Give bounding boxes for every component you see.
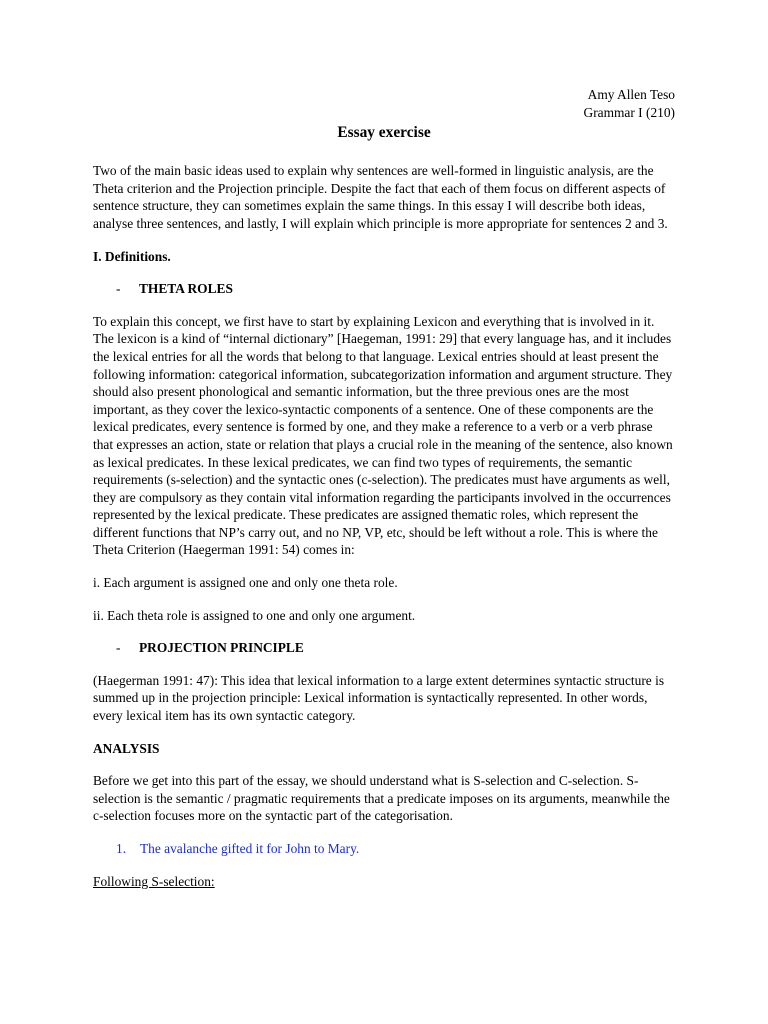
projection-principle-paragraph: (Haegerman 1991: 47): This idea that lexical information to a large extent determines syntactic structure is summed up in the projection principle: Lexical information is syntactically represented. In other words, every lexical item has its own syntactic category.	[93, 672, 665, 724]
theta-roles-paragraph: To explain this concept, we first have to start by explaining Lexicon and everything that is involved in it. The lexicon is a kind of “internal dictionary” [Haegeman, 1991: 29] that every language has, and it includes the lexical entries for all the words that belong to that language. Lexical entries should at least present the following information: categorical information, subcategorization information and argument structure. They should also present phonological and semantic information, but the three previous ones are the most important, as they cover the lexico-syntactic components of a sentence. One of these components are the lexical predicates, every sentence is formed by one, and they make a reference to a verb or a verb phrase that expresses an action, state or relation that plays a crucial role in the meaning of the sentence, also known as lexical predicates. In these lexical predicates, we can find two types of requirements, the semantic requirements (s-selection) and the syntactic ones (c-selection). The predicates must have arguments as well, they are compulsory as they contain vital information regarding the participants involved in the occurrences represented by the lexical predicate. These predicates are assigned thematic roles, which represent the different functions that NP’s carry out, and no NP, VP, etc, should be left without a role. This is where the Theta Criterion (Haegerman 1991: 54) comes in:	[93, 313, 673, 558]
example-sentence-text: The avalanche gifted it for John to Mary.	[140, 841, 360, 856]
example-sentence-1	[93, 840, 675, 858]
section-heading-definitions: I. Definitions.	[93, 248, 171, 264]
list-dash: -	[116, 281, 121, 297]
section-heading-analysis: ANALYSIS	[93, 740, 160, 756]
theta-criterion-item-i: i. Each argument is assigned one and only one theta role.	[93, 575, 398, 591]
list-dash: -	[116, 640, 121, 656]
document-title: Essay exercise	[337, 124, 431, 142]
author-block	[93, 86, 675, 121]
projection-principle-heading	[93, 639, 675, 657]
analysis-paragraph: Before we get into this part of the essay, we should understand what is S-selection and C-selection. S-selection is the semantic / pragmatic requirements that a predicate imposes on its arguments, meanwhile the c-selection focuses more on the syntactic part of the categorisation.	[93, 773, 670, 824]
theta-criterion-item-ii: ii. Each theta role is assigned to one and only one argument.	[93, 607, 416, 623]
intro-paragraph: Two of the main basic ideas used to explain why sentences are well-formed in linguistic analysis, are the Theta criterion and the Projection principle. Despite the fact that each of them focus on different aspects of sentence structure, they can sometimes explain the same things. In this essay I will describe both ideas, analyse three sentences, and lastly, I will explain which principle is more appropriate for sentences 2 and 3.	[93, 163, 668, 231]
theta-roles-heading-label: THETA ROLES	[139, 281, 233, 297]
projection-principle-heading-label: PROJECTION PRINCIPLE	[139, 640, 304, 656]
author-name: Amy Allen Teso	[587, 87, 675, 102]
example-number: 1.	[116, 841, 127, 856]
following-s-selection-label: Following S-selection:	[93, 873, 215, 889]
theta-roles-heading	[93, 280, 675, 298]
course-name: Grammar I (210)	[583, 104, 675, 120]
document-page	[93, 86, 675, 890]
